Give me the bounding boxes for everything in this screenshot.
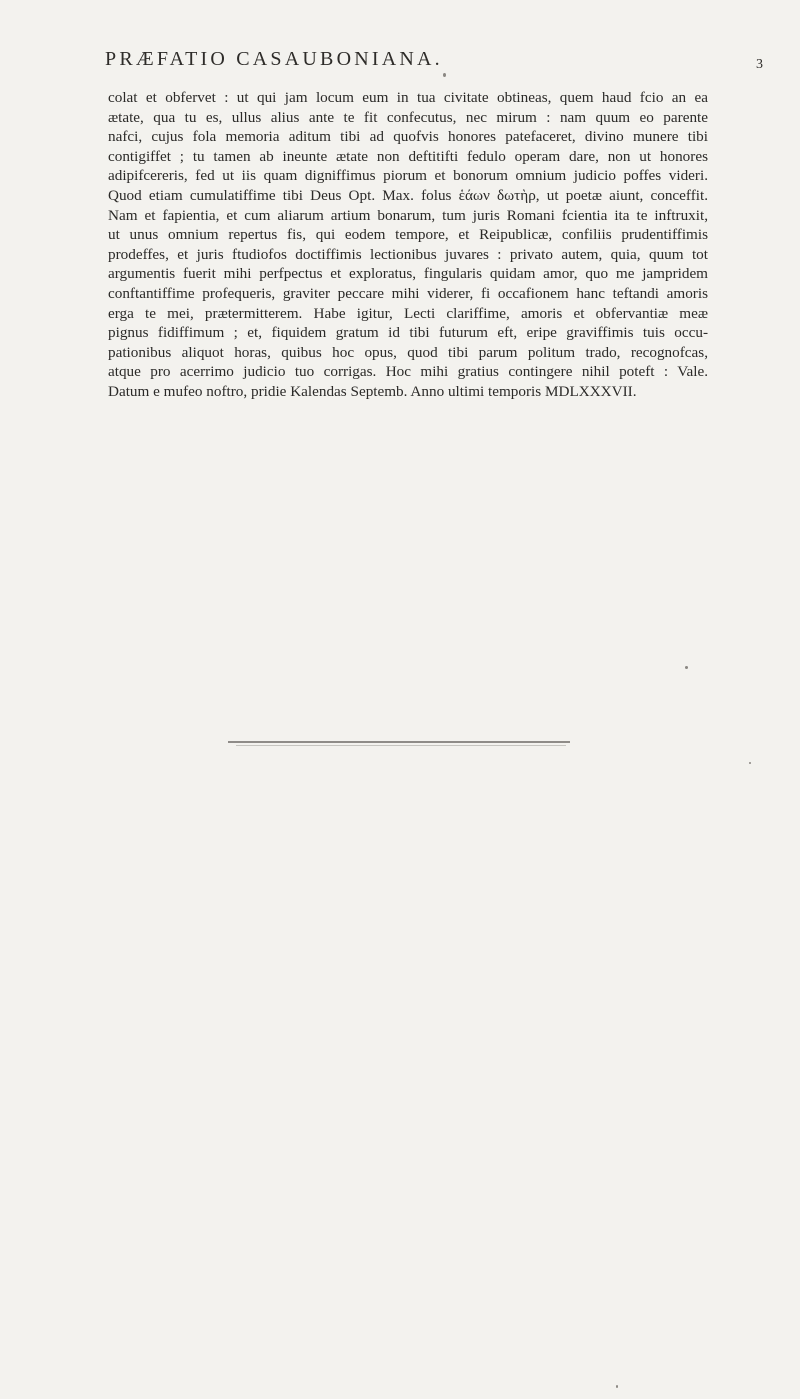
text-line: Datum e mufeo noftro, pridie Kalendas Septemb. Anno ultimi temporis MDLXXXVII. bbox=[108, 382, 637, 400]
text-line: Quod etiam cumulatiffime tibi Deus Opt. Max. folus ἑάων δωτὴρ, ut poetæ aiunt, conceffit. bbox=[108, 186, 708, 204]
text-line: pationibus aliquot horas, quibus hoc opus, quod tibi parum politum trado, recognofcas, bbox=[108, 343, 708, 361]
text-line: pignus fidiffimum ; et, fiquidem gratum id tibi futurum eft, eripe graviffimis tuis occu- bbox=[108, 324, 708, 342]
paper-speck bbox=[749, 762, 751, 764]
text-line: conftantiffime profequeris, graviter peccare mihi viderer, fi occafionem hanc teftandi amoris bbox=[108, 284, 708, 302]
text-line: Nam et fapientia, et cum aliarum artium bonarum, tum juris Romani fcientia ita te inftruxit, bbox=[108, 206, 708, 224]
text-line: contigiffet ; tu tamen ab ineunte ætate non deftitifti fedulo operam dare, non ut honores bbox=[108, 147, 708, 165]
text-line: ut unus omnium repertus fis, qui eodem tempore, et Reipublicæ, confiliis prudentiffimis bbox=[108, 226, 708, 244]
printed-rule-shadow bbox=[236, 745, 566, 746]
text-line: ætate, qua tu es, ullus alius ante te fit confecutus, nec mirum : nam quum eo parente bbox=[108, 108, 708, 126]
paper-speck bbox=[443, 73, 446, 77]
preface-text bbox=[108, 88, 708, 402]
printed-rule bbox=[228, 741, 570, 743]
running-title: PRÆFATIO CASAUBONIANA. bbox=[105, 48, 443, 70]
text-line: erga te mei, prætermitterem. Habe igitur, Lecti clariffime, amoris et obfervantiæ meæ bbox=[108, 304, 708, 322]
running-head bbox=[0, 48, 800, 78]
text-line: atque pro acerrimo judicio tuo corrigas. Hoc mihi gratius contingere nihil poteft : Vale. bbox=[108, 363, 708, 381]
paper-speck bbox=[685, 666, 688, 669]
text-line: nafci, cujus fola memoria aditum tibi ad quofvis honores patefaceret, divino munere tibi bbox=[108, 128, 708, 146]
text-line: colat et obfervet : ut qui jam locum eum in tua civitate obtineas, quem haud fcio an ea bbox=[108, 89, 708, 106]
text-line: prodeffes, et juris ftudiofos doctiffimis lectionibus juvares : privato autem, quia, quum tot bbox=[108, 245, 708, 263]
paper-speck bbox=[616, 1385, 618, 1388]
page-number: 3 bbox=[756, 57, 763, 72]
text-line: adipifcereris, fed ut iis quam digniffimus piorum et bonorum omnium judicio poffes videri. bbox=[108, 167, 708, 185]
text-line: argumentis fuerit mihi perfpectus et exploratus, fingularis quidam amor, quo me jampridem bbox=[108, 265, 708, 283]
